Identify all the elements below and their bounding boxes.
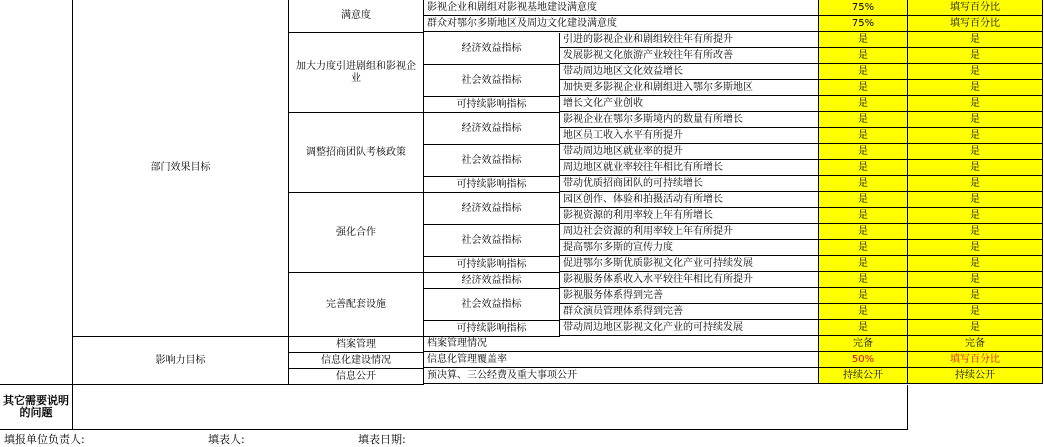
target-value-cell[interactable]: 是	[819, 96, 908, 112]
actual-value-cell[interactable]: 是	[908, 96, 1043, 112]
actual-value-cell[interactable]: 是	[908, 112, 1043, 128]
indicator-cell[interactable]: 园区创作、体验和拍摄活动有所增长	[560, 192, 819, 208]
l2-disclosure[interactable]: 信息公开	[289, 369, 424, 385]
l3-sustainable[interactable]: 可持续影响指标	[424, 97, 560, 113]
l2-facilities[interactable]: 完善配套设施	[289, 273, 424, 337]
target-value-cell[interactable]: 是	[819, 144, 908, 160]
l2-cooperation[interactable]: 强化合作	[289, 193, 424, 273]
target-value-cell[interactable]: 是	[819, 304, 908, 320]
footer-responsible: 填报单位负责人:	[4, 432, 85, 446]
indicator-cell[interactable]: 档案管理情况	[424, 336, 819, 352]
actual-value-cell[interactable]: 是	[908, 128, 1043, 144]
indicator-cell[interactable]: 促进鄂尔多斯优质影视文化产业可持续发展	[560, 256, 819, 272]
l3-sustainable[interactable]: 可持续影响指标	[424, 321, 560, 337]
target-value-cell[interactable]: 是	[819, 272, 908, 288]
actual-value-cell[interactable]: 填写百分比	[908, 352, 1043, 368]
actual-value-cell[interactable]: 填写百分比	[908, 0, 1043, 16]
section-influence[interactable]: 影响力目标	[73, 337, 289, 385]
l3-social[interactable]: 社会效益指标	[424, 225, 560, 257]
indicator-cell[interactable]: 影视服务体系收入水平较往年相比有所提升	[560, 272, 819, 288]
indicator-cell[interactable]: 增长文化产业创收	[560, 96, 819, 112]
l3-economic[interactable]: 经济效益指标	[424, 273, 560, 289]
indicator-cell[interactable]: 信息化管理覆盖率	[424, 352, 819, 368]
target-value-cell[interactable]: 75%	[819, 16, 908, 32]
margin-column	[0, 0, 73, 385]
l2-adjust-policy[interactable]: 调整招商团队考核政策	[289, 113, 424, 193]
actual-value-cell[interactable]: 是	[908, 48, 1043, 64]
l3-sustainable[interactable]: 可持续影响指标	[424, 257, 560, 273]
footer-date: 填表日期:	[358, 432, 406, 446]
target-value-cell[interactable]: 是	[819, 64, 908, 80]
indicator-cell[interactable]: 群众对鄂尔多斯地区及周边文化建设满意度	[424, 16, 819, 32]
indicator-cell[interactable]: 提高鄂尔多斯的宣传力度	[560, 240, 819, 256]
indicator-cell[interactable]: 加快更多影视企业和剧组进入鄂尔多斯地区	[560, 80, 819, 96]
actual-value-cell[interactable]: 是	[908, 240, 1043, 256]
l3-social[interactable]: 社会效益指标	[424, 65, 560, 97]
target-value-cell[interactable]: 是	[819, 256, 908, 272]
indicator-cell[interactable]: 引进的影视企业和剧组较往年有所提升	[560, 32, 819, 48]
actual-value-cell[interactable]: 是	[908, 32, 1043, 48]
actual-value-cell[interactable]: 是	[908, 160, 1043, 176]
actual-value-cell[interactable]: 是	[908, 144, 1043, 160]
target-value-cell[interactable]: 是	[819, 80, 908, 96]
l3-economic[interactable]: 经济效益指标	[424, 113, 560, 145]
l3-sustainable[interactable]: 可持续影响指标	[424, 177, 560, 193]
target-value-cell[interactable]: 持续公开	[819, 368, 908, 384]
target-value-cell[interactable]: 完备	[819, 336, 908, 352]
actual-value-cell[interactable]: 持续公开	[908, 368, 1043, 384]
actual-value-cell[interactable]: 是	[908, 288, 1043, 304]
l3-social[interactable]: 社会效益指标	[424, 145, 560, 177]
section-dept-effect[interactable]: 部门效果目标	[73, 0, 289, 337]
target-value-cell[interactable]: 是	[819, 208, 908, 224]
other-notes-label: 其它需要说明的问题	[0, 385, 73, 430]
indicator-cell[interactable]: 群众演员管理体系得到完善	[560, 304, 819, 320]
indicator-cell[interactable]: 发展影视文化旅游产业较往年有所改善	[560, 48, 819, 64]
actual-value-cell[interactable]: 是	[908, 304, 1043, 320]
actual-value-cell[interactable]: 是	[908, 192, 1043, 208]
actual-value-cell[interactable]: 是	[908, 224, 1043, 240]
indicator-cell[interactable]: 影视企业在鄂尔多斯境内的数量有所增长	[560, 112, 819, 128]
indicator-cell[interactable]: 带动周边地区就业率的提升	[560, 144, 819, 160]
actual-value-cell[interactable]: 是	[908, 80, 1043, 96]
target-value-cell[interactable]: 是	[819, 112, 908, 128]
target-value-cell[interactable]: 50%	[819, 352, 908, 368]
actual-value-cell[interactable]: 是	[908, 64, 1043, 80]
l2-informatization[interactable]: 信息化建设情况	[289, 353, 424, 369]
other-notes-cell[interactable]	[73, 385, 908, 430]
l3-social[interactable]: 社会效益指标	[424, 289, 560, 321]
target-value-cell[interactable]: 75%	[819, 0, 908, 16]
indicator-cell[interactable]: 地区员工收入水平有所提升	[560, 128, 819, 144]
indicator-cell[interactable]: 预决算、三公经费及重大事项公开	[424, 368, 819, 384]
l2-attract-crews[interactable]: 加大力度引进剧组和影视企业	[289, 33, 424, 113]
target-value-cell[interactable]: 是	[819, 288, 908, 304]
target-value-cell[interactable]: 是	[819, 32, 908, 48]
target-value-cell[interactable]: 是	[819, 192, 908, 208]
actual-value-cell[interactable]: 是	[908, 272, 1043, 288]
actual-value-cell[interactable]: 是	[908, 320, 1043, 336]
target-value-cell[interactable]: 是	[819, 176, 908, 192]
actual-value-cell[interactable]: 填写百分比	[908, 16, 1043, 32]
target-value-cell[interactable]: 是	[819, 224, 908, 240]
footer-filler: 填表人:	[208, 432, 245, 446]
indicator-cell[interactable]: 带动优质招商团队的可持续增长	[560, 176, 819, 192]
target-value-cell[interactable]: 是	[819, 320, 908, 336]
l3-economic[interactable]: 经济效益指标	[424, 33, 560, 65]
l2-satisfaction[interactable]: 满意度	[289, 0, 424, 33]
actual-value-cell[interactable]: 是	[908, 208, 1043, 224]
indicator-cell[interactable]: 带动周边地区文化效益增长	[560, 64, 819, 80]
indicator-cell[interactable]: 影视资源的利用率较上年有所增长	[560, 208, 819, 224]
actual-value-cell[interactable]: 是	[908, 256, 1043, 272]
target-value-cell[interactable]: 是	[819, 128, 908, 144]
actual-value-cell[interactable]: 是	[908, 176, 1043, 192]
actual-value-cell[interactable]: 完备	[908, 336, 1043, 352]
target-value-cell[interactable]: 是	[819, 48, 908, 64]
indicator-cell[interactable]: 带动周边地区影视文化产业的可持续发展	[560, 320, 819, 336]
indicator-cell[interactable]: 影视企业和剧组对影视基地建设满意度	[424, 0, 819, 16]
indicator-cell[interactable]: 周边社会资源的利用率较上年有所提升	[560, 224, 819, 240]
indicator-cell[interactable]: 影视服务体系得到完善	[560, 288, 819, 304]
target-value-cell[interactable]: 是	[819, 160, 908, 176]
l2-archives[interactable]: 档案管理	[289, 337, 424, 353]
indicator-cell[interactable]: 周边地区就业率较往年相比有所增长	[560, 160, 819, 176]
target-value-cell[interactable]: 是	[819, 240, 908, 256]
l3-economic[interactable]: 经济效益指标	[424, 193, 560, 225]
